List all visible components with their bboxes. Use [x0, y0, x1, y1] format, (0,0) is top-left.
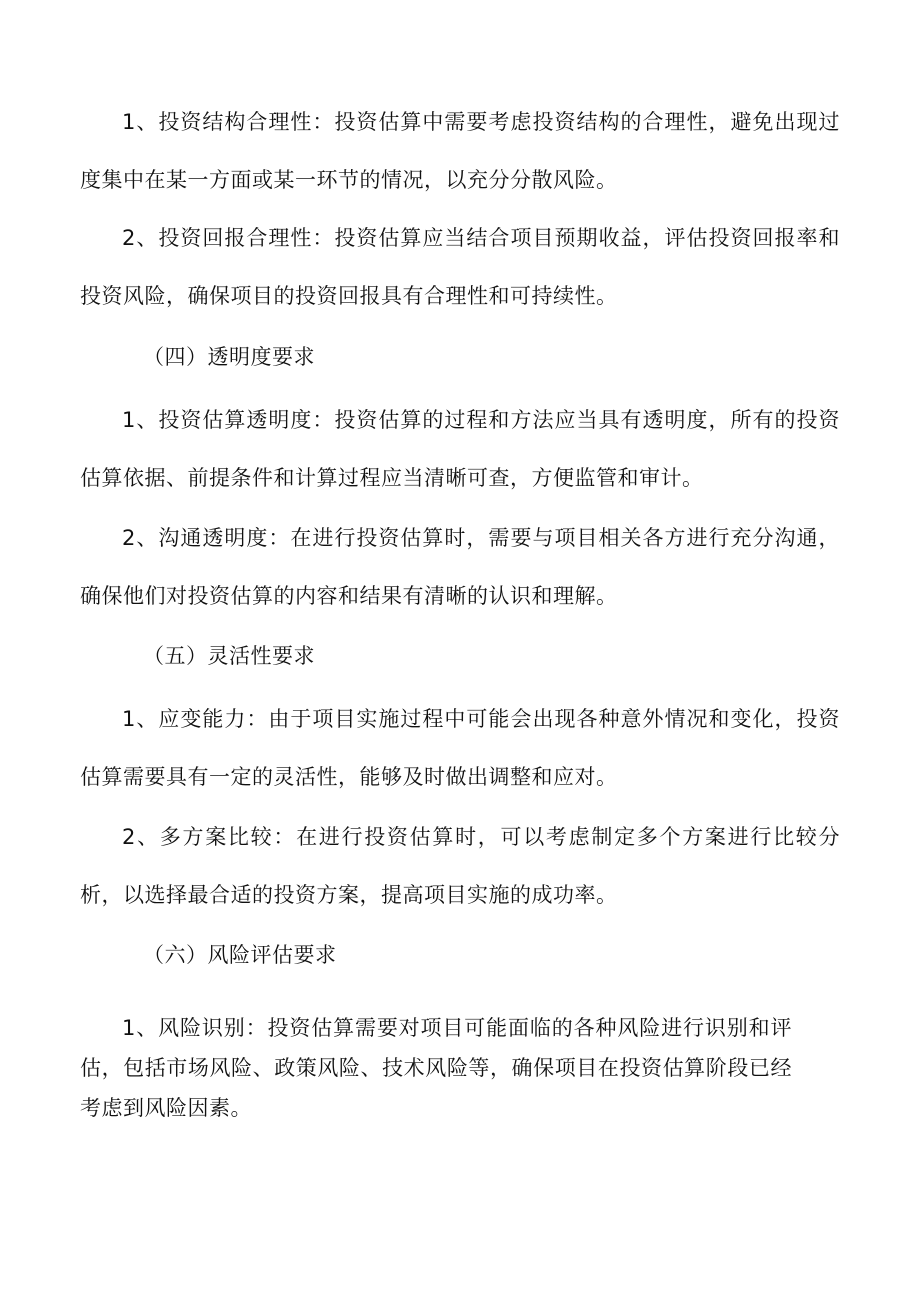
paragraph-estimation-transparency: 1、投资估算透明度：投资估算的过程和方法应当具有透明度，所有的投资估算依据、前提条件和计算过程应当清晰可查，方便监管和审计。: [80, 408, 840, 490]
section-heading-flexibility: （五）灵活性要求: [143, 644, 315, 668]
paragraph-adaptability: 1、应变能力：由于项目实施过程中可能会出现各种意外情况和变化，投资估算需要具有一定的灵活性，能够及时做出调整和应对。: [80, 707, 840, 789]
paragraph-investment-return: 2、投资回报合理性：投资估算应当结合项目预期收益，评估投资回报率和投资风险，确保项目的投资回报具有合理性和可持续性。: [80, 226, 840, 308]
paragraph-investment-structure: 1、投资结构合理性：投资估算中需要考虑投资结构的合理性，避免出现过度集中在某一方面或某一环节的情况，以充分分散风险。: [80, 110, 840, 192]
paragraph-communication-transparency: 2、沟通透明度：在进行投资估算时，需要与项目相关各方进行充分沟通，确保他们对投资估算的内容和结果有清晰的认识和理解。: [80, 526, 840, 608]
paragraph-risk-identification: 1、风险识别：投资估算需要对项目可能面临的各种风险进行识别和评估，包括市场风险、政策风险、技术风险等，确保项目在投资估算阶段已经考虑到风险因素。: [80, 1016, 792, 1120]
section-heading-risk-assessment: （六）风险评估要求: [143, 943, 337, 967]
section-heading-transparency: （四）透明度要求: [143, 345, 315, 369]
paragraph-multi-scheme: 2、多方案比较：在进行投资估算时，可以考虑制定多个方案进行比较分析，以选择最合适的投资方案，提高项目实施的成功率。: [80, 825, 840, 907]
